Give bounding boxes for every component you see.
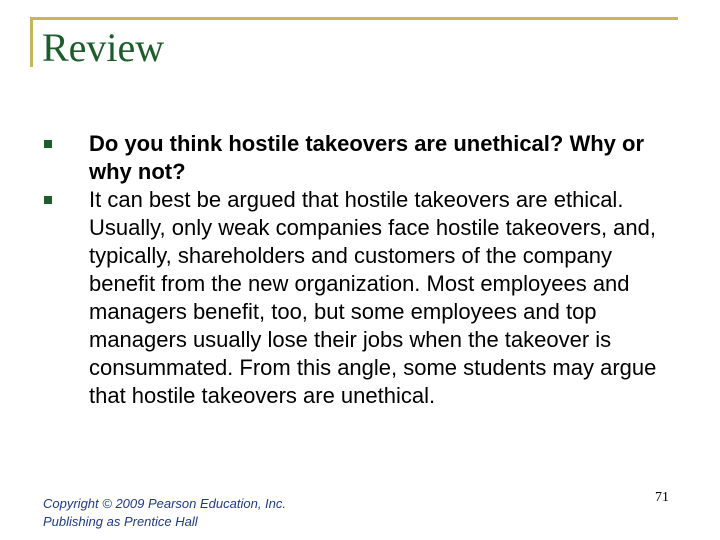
title-frame-top-line	[30, 17, 678, 20]
page-number: 71	[655, 490, 669, 505]
slide-title: Review	[42, 25, 165, 70]
bullet-text: It can best be argued that hostile takeovers are ethical. Usually, only weak companies face hostile takeovers, and, typically, shareholders and customers of the company benefit from the new organization. Most employees and managers benefit, too, but some employees and top managers usually lose their jobs when the takeover is consummated. From this angle, some students may argue that hostile takeovers are unethical.	[89, 187, 657, 408]
title-frame-left-line	[30, 17, 33, 67]
square-bullet-icon	[44, 140, 52, 148]
bullet-text: Do you think hostile takeovers are unethical? Why or why not?	[89, 131, 645, 184]
publisher-line: Publishing as Prentice Hall	[43, 514, 198, 529]
bullet-list	[42, 130, 682, 410]
square-bullet-icon	[44, 196, 52, 204]
copyright-footer	[43, 495, 286, 531]
copyright-line: Copyright © 2009 Pearson Education, Inc.	[43, 496, 287, 511]
bullet-item-question	[42, 130, 682, 186]
bullet-item-answer	[42, 186, 682, 410]
